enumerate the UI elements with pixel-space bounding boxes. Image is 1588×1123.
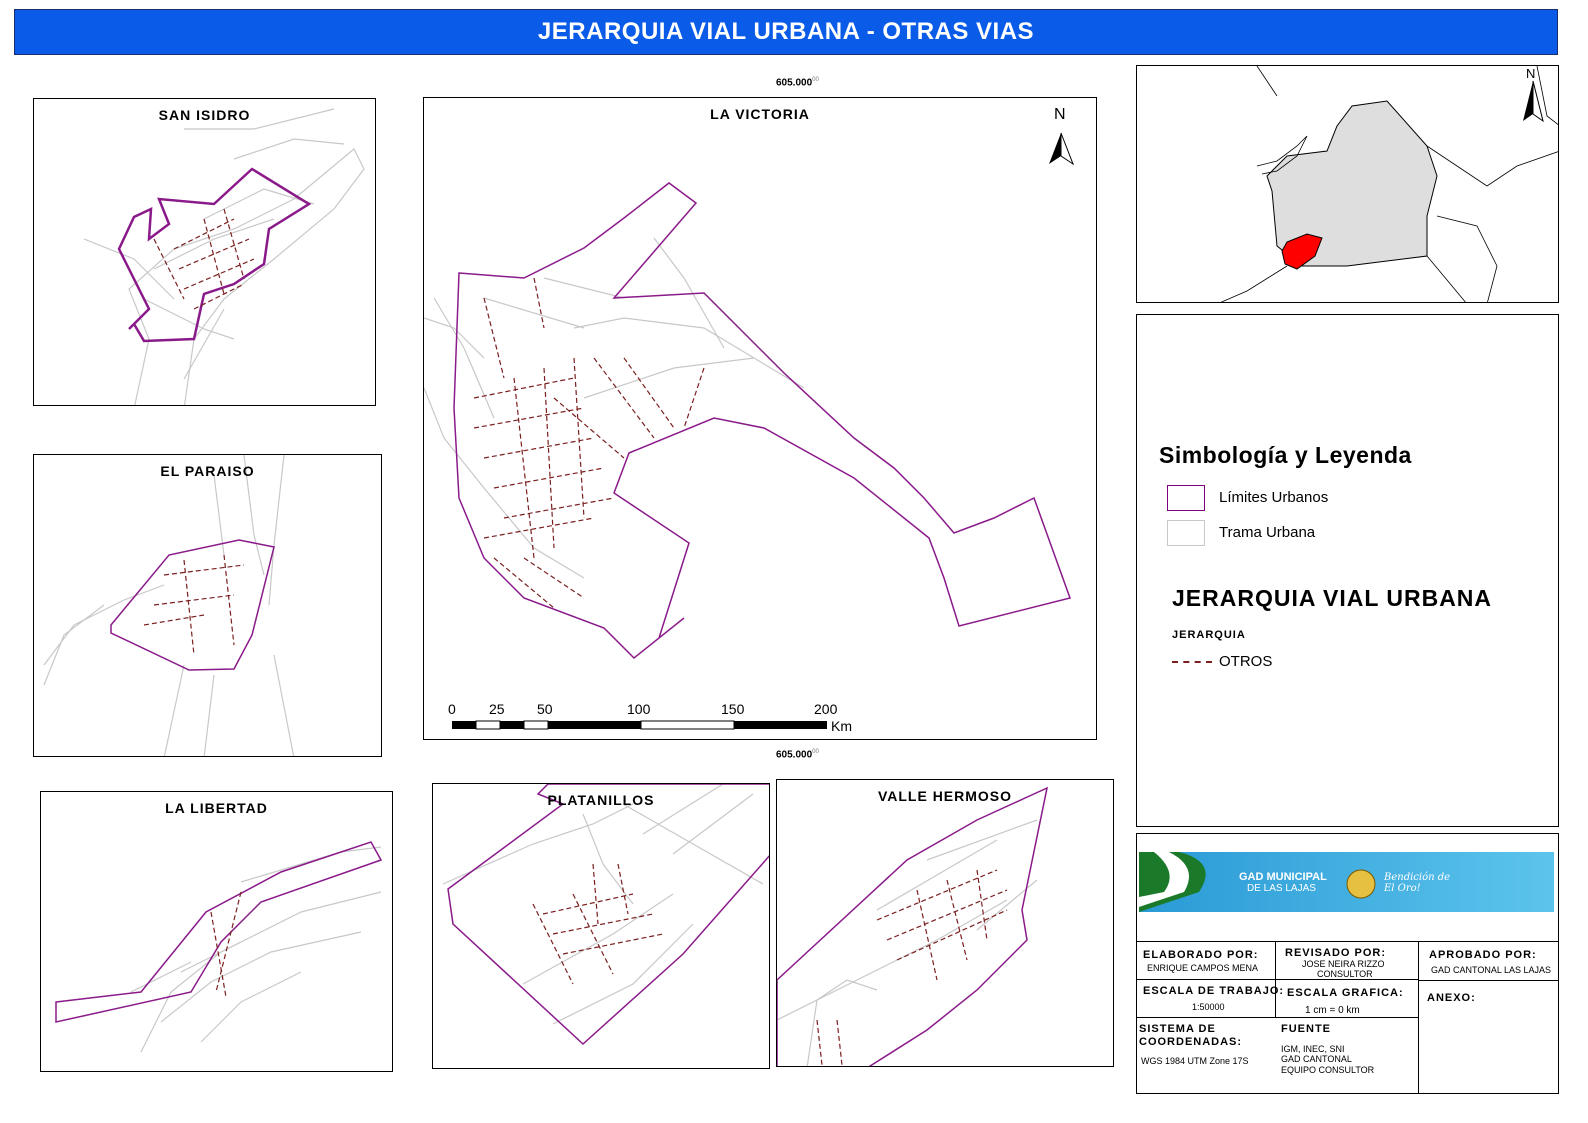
scale-tick-50: 50 [537,701,553,717]
valle-hermoso-map [777,780,1114,1067]
swatch-limites-urbanos [1167,485,1205,511]
revisado-header: REVISADO POR: [1285,947,1387,959]
elaborado-header: ELABORADO POR: [1143,949,1259,961]
panel-valle-hermoso [776,779,1114,1067]
valle-hermoso-urban-limit [777,788,1047,1067]
otros-line-symbol [1172,661,1212,665]
la-libertad-urban-limit [56,842,381,1022]
panel-la-libertad [40,791,393,1072]
legend-jerarquia-sub: JERARQUIA [1172,629,1246,641]
map-title: JERARQUIA VIAL URBANA - OTRAS VIAS [14,9,1558,55]
legend-title: Simbología y Leyenda [1159,442,1412,468]
logo-line1: GAD MUNICIPAL [1239,871,1327,883]
fuente-value1: IGM, INEC, SNI [1281,1044,1345,1054]
panel-la-victoria [423,97,1097,740]
panel-location-map [1136,65,1559,303]
scale-tick-150: 150 [721,701,745,717]
grafica-header: ESCALA GRAFICA: [1287,987,1404,999]
grafica-value: 1 cm = 0 km [1305,1005,1360,1016]
scale-tick-25: 25 [489,701,505,717]
scale-tick-200: 200 [814,701,838,717]
legend-item-limites: Límites Urbanos [1219,489,1329,506]
legend-item-otros: OTROS [1219,653,1273,670]
sistema-header1: SISTEMA DE [1139,1023,1216,1035]
coord-bottom-label: 605.000$^{00}$ [776,749,819,761]
logo-slogan: Bendición de El Oro! [1384,872,1451,894]
sistema-header2: COORDENADAS: [1139,1036,1243,1048]
escala-header: ESCALA DE TRABAJO: [1143,985,1285,997]
scale-tick-0: 0 [448,701,456,717]
la-libertad-map [41,792,393,1072]
scale-tick-100: 100 [627,701,651,717]
anexo-header: ANEXO: [1427,992,1476,1004]
revisado-value2: CONSULTOR [1317,969,1373,979]
fuente-header: FUENTE [1281,1023,1331,1035]
coord-top-label: 605.000$^{00}$ [776,77,819,89]
panel-title-valle-hermoso: VALLE HERMOSO [877,788,1013,804]
aprobado-value: GAD CANTONAL LAS LAJAS [1431,965,1552,975]
el-paraiso-map [34,455,382,757]
title-block [1136,833,1559,1094]
panel-platanillos [432,783,770,1069]
el-paraiso-urban-limit [111,540,274,670]
panel-san-isidro [33,98,376,406]
logo-line2: DE LAS LAJAS [1247,883,1316,894]
panel-title-la-libertad: LA LIBERTAD [165,800,268,816]
elaborado-value: ENRIQUE CAMPOS MENA [1147,963,1259,973]
swatch-trama-urbana [1167,520,1205,546]
scale-unit: Km [831,718,852,734]
north-label: N [1054,106,1066,123]
legend-item-trama: Trama Urbana [1219,524,1316,541]
la-victoria-map [424,98,1097,740]
sistema-value: WGS 1984 UTM Zone 17S [1141,1056,1249,1066]
san-isidro-map [34,99,376,406]
panel-title-la-victoria: LA VICTORIA [710,106,810,122]
logo-banner [1139,852,1554,912]
escala-value: 1:50000 [1192,1002,1225,1012]
san-isidro-urban-limit [119,169,309,341]
revisado-value1: JOSE NEIRA RIZZO [1302,959,1385,969]
panel-title-el-paraiso: EL PARAISO [160,463,255,479]
location-map [1137,66,1559,303]
panel-el-paraiso [33,454,382,757]
platanillos-map [433,784,770,1069]
panel-title-platanillos: PLATANILLOS [547,792,655,808]
legend-panel [1136,314,1559,827]
aprobado-header: APROBADO POR: [1429,949,1537,961]
panel-title-san-isidro: SAN ISIDRO [158,107,251,123]
location-north-label: N [1526,66,1536,81]
scale-bar [452,721,827,729]
fuente-value2: GAD CANTONAL [1281,1054,1352,1064]
flag-icon [1139,852,1554,912]
legend-jerarquia-title: JERARQUIA VIAL URBANA [1172,585,1493,611]
platanillos-urban-limit [448,784,770,1044]
fuente-value3: EQUIPO CONSULTOR [1281,1065,1375,1075]
